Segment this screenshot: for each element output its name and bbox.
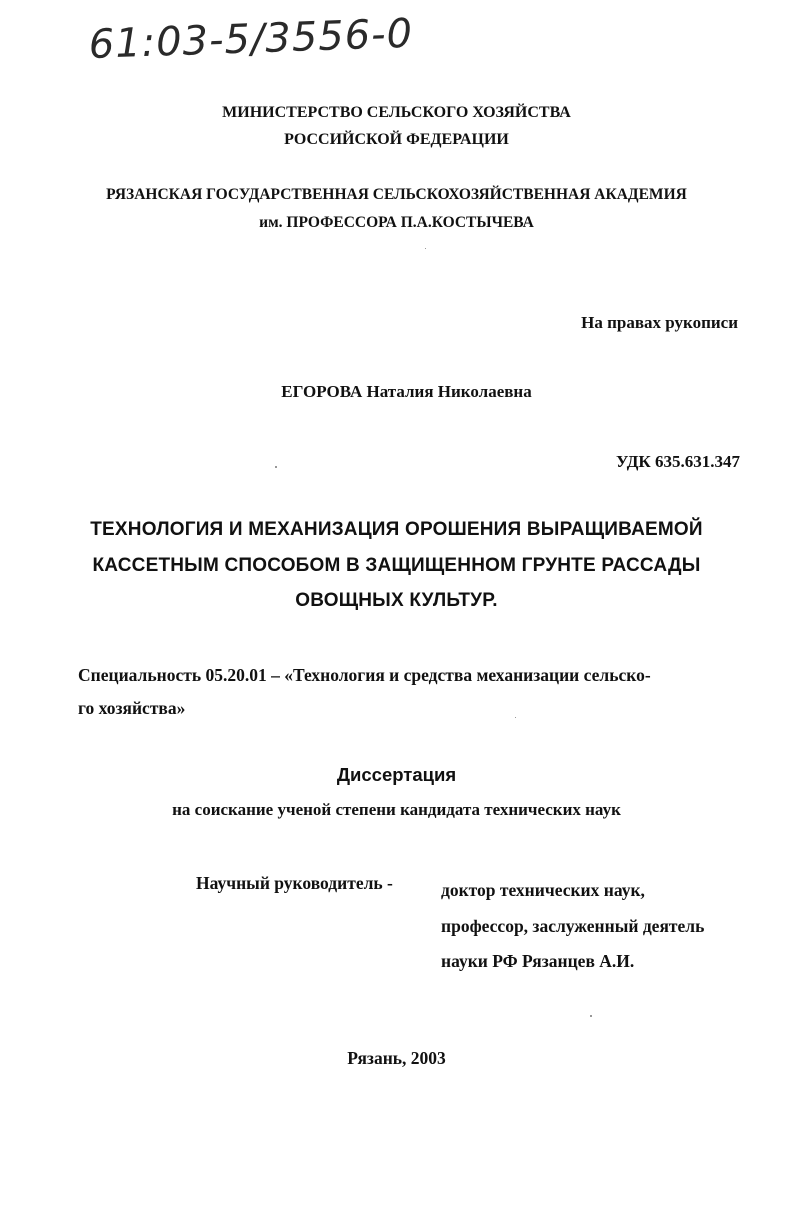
supervisor-details: [441, 873, 704, 980]
supervisor-line-3: науки РФ Рязанцев А.И.: [441, 951, 635, 971]
ministry-line-2: РОССИЙСКОЙ ФЕДЕРАЦИИ: [284, 131, 509, 148]
title-line-3: ОВОЩНЫХ КУЛЬТУР.: [295, 590, 498, 611]
author-name: ЕГОРОВА Наталия Николаевна: [281, 382, 532, 401]
academy-line-2: им. ПРОФЕССОРА П.А.КОСТЫЧЕВА: [259, 214, 534, 231]
city-year: Рязань, 2003: [347, 1048, 446, 1068]
supervisor-line-1: доктор технических наук,: [441, 880, 645, 900]
academy-line-1: РЯЗАНСКАЯ ГОСУДАРСТВЕННАЯ СЕЛЬСКОХОЗЯЙСТВЕННАЯ АКАДЕМИЯ: [106, 186, 687, 203]
udk-code: УДК 635.631.347: [615, 452, 740, 471]
scan-speck: [425, 248, 426, 249]
supervisor-line-2: профессор, заслуженный деятель: [441, 915, 705, 936]
scan-speck: [590, 1015, 592, 1017]
title-line-2: КАССЕТНЫМ СПОСОБОМ В ЗАЩИЩЕННОМ ГРУНТЕ РАССАДЫ: [92, 554, 701, 576]
scan-speck: [275, 466, 277, 468]
supervisor-label: Научный руководитель -: [196, 873, 393, 893]
rights-note: На правах рукописи: [581, 313, 738, 332]
specialty-line-2: го хозяйства»: [78, 698, 186, 718]
specialty: [78, 659, 758, 725]
dissertation-subtitle: на соискание ученой степени кандидата технических наук: [172, 800, 621, 819]
handwritten-archive-code: 61:03-5/3556-0: [88, 10, 414, 68]
title-line-1: ТЕХНОЛОГИЯ И МЕХАНИЗАЦИЯ ОРОШЕНИЯ ВЫРАЩИВАЕМОЙ: [90, 519, 703, 540]
specialty-line-1: Специальность 05.20.01 – «Технология и средства механизации сельско-: [78, 665, 651, 685]
scan-speck: [515, 717, 516, 718]
dissertation-title: [40, 512, 753, 619]
ministry-line-1: МИНИСТЕРСТВО СЕЛЬСКОГО ХОЗЯЙСТВА: [222, 104, 571, 121]
dissertation-heading: Диссертация: [336, 764, 457, 785]
